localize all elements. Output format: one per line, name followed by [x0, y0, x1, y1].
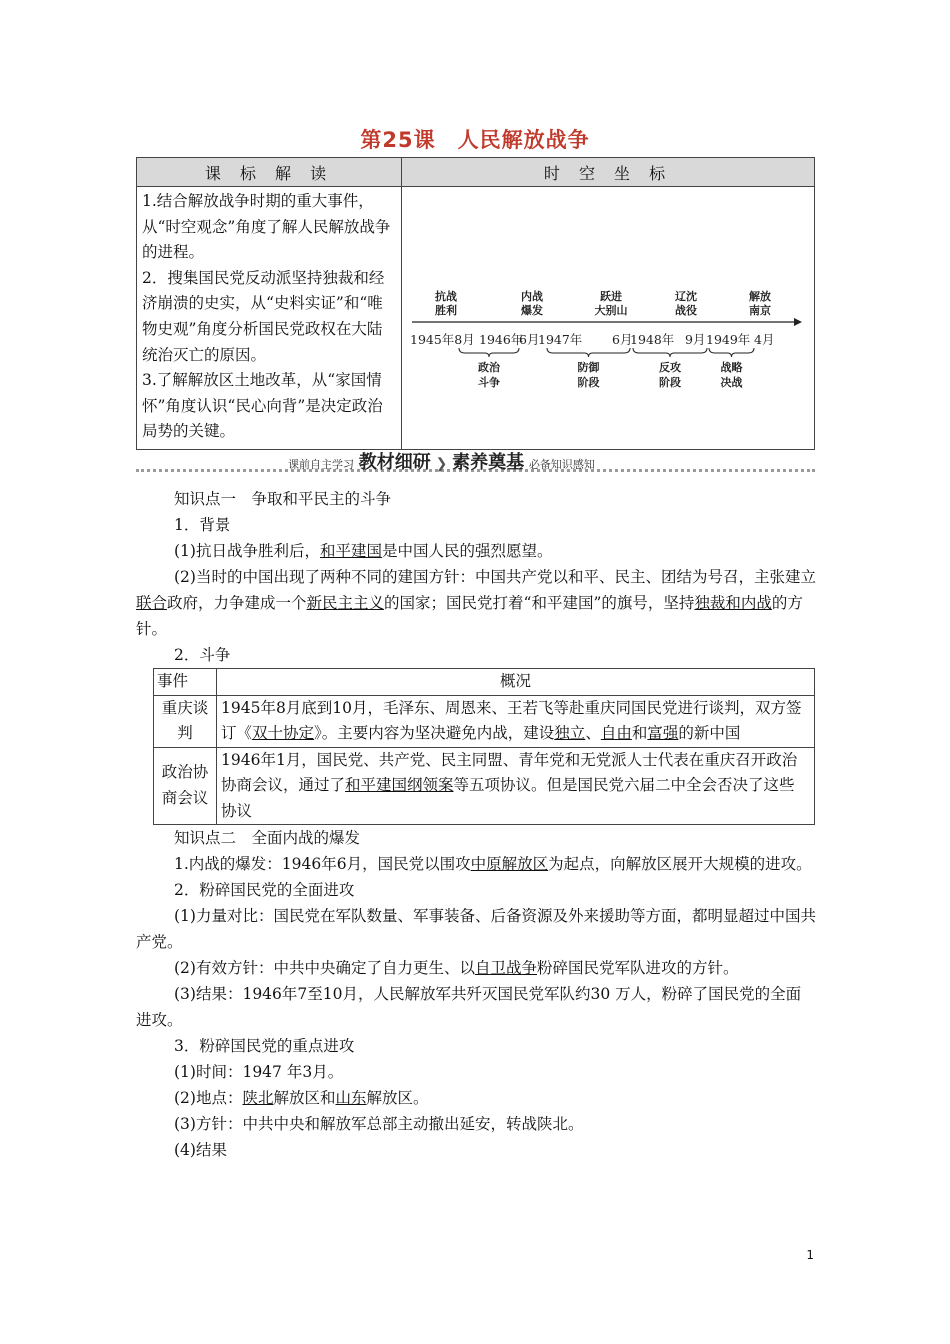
timeline-phase-label: 斗争: [478, 376, 500, 389]
timeline-date-label: 9月: [685, 332, 706, 347]
key-term: 自由: [600, 724, 632, 742]
timeline-diagram: [402, 187, 812, 438]
timeline-date-label: 1947年: [538, 332, 583, 347]
paragraph: (2)有效方针：中共中央确定了自力更生、以自卫战争粉碎国民党军队进攻的方针。: [174, 959, 739, 977]
banner-chevron-icon: ❯: [435, 456, 448, 472]
banner-title-2: 素养奠基: [452, 452, 525, 473]
timeline-event-label: 胜利: [435, 304, 457, 317]
struggle-table: [153, 668, 815, 825]
paragraph: (3)结果：1946年7至10月，人民解放军共歼灭国民党军队约30 万人，粉碎了国民党的全面进攻。: [136, 985, 802, 1029]
timeline-event-label: 战役: [675, 304, 697, 317]
timeline-event-label: 跃进: [600, 290, 622, 303]
key-term: 和平建国纲领案: [345, 776, 454, 794]
timeline-event-label: 南京: [749, 304, 771, 317]
timeline-phase-label: 政治: [478, 361, 500, 374]
timeline-date-label: 6月: [519, 332, 540, 347]
key-term: 新民主主义: [306, 594, 385, 612]
event-name: 重庆谈判: [154, 695, 217, 747]
key-term: 富强: [647, 724, 679, 742]
timeline-brace: [633, 348, 707, 357]
overview-table: [136, 157, 815, 450]
timeline-date-label: 6月: [612, 332, 633, 347]
key-term: 独裁和内战: [694, 594, 772, 612]
lesson-title: 第25课 人民解放战争: [360, 128, 590, 152]
event-overview: 1946年1月，国民党、共产党、民主同盟、青年党和无党派人士代表在重庆召开政治协商会议，通过了和平建国纲领案等五项协议。但是国民党六届二中全会否决了这些协议: [217, 747, 815, 825]
banner-right-label: 必备知识感知: [528, 458, 595, 471]
table-header-overview: 概况: [217, 669, 815, 696]
main-content: [136, 486, 816, 1163]
table-row: [154, 695, 815, 747]
timeline-event-label: 抗战: [435, 290, 457, 303]
reading-item: 3.了解解放区土地改革，从“家国情怀”角度认识“民心向背”是决定政治局势的关键。: [142, 371, 383, 441]
banner-left-label: 课前自主学习: [288, 458, 354, 471]
key-term: 双十协定: [252, 724, 315, 742]
timeline-phase-label: 防御: [577, 361, 600, 374]
paragraph: 1.内战的爆发：1946年6月，国民党以围攻中原解放区为起点，向解放区展开大规模的进攻。: [174, 855, 812, 873]
subheading: 2．斗争: [174, 646, 231, 664]
subheading: 2．粉碎国民党的全面进攻: [174, 881, 355, 899]
timeline-cell: [402, 187, 815, 450]
key-term: 联合: [136, 594, 168, 612]
key-term: 陕北: [242, 1089, 274, 1107]
timeline-phase-label: 战略: [720, 361, 743, 374]
timeline-date-label: 4月: [754, 332, 775, 347]
event-name: 政治协商会议: [154, 747, 217, 825]
timeline-event-label: 爆发: [521, 304, 543, 317]
table-header-event: 事件: [154, 669, 217, 696]
key-term: 山东: [335, 1089, 367, 1107]
subheading: 3．粉碎国民党的重点进攻: [174, 1037, 355, 1055]
timeline-phase-label: 反攻: [659, 361, 681, 374]
paragraph: (1)力量对比：国民党在军队数量、军事装备、后备资源及外来援助等方面，都明显超过中国共产党。: [136, 907, 816, 951]
event-overview: 1945年8月底到10月，毛泽东、周恩来、王若飞等赴重庆同国民党进行谈判，双方签订《双十协定》。主要内容为坚决避免内战，建设独立、自由和富强的新中国: [217, 695, 815, 747]
key-term: 独立: [554, 724, 586, 742]
header-timeline: 时 空 坐 标: [402, 158, 815, 187]
banner-title-1: 教材细研: [358, 452, 431, 473]
timeline-date-label: 1946年: [479, 332, 524, 347]
timeline-phase-label: 决战: [720, 376, 743, 389]
key-term: 自卫战争: [474, 959, 537, 977]
key-term: 中原解放区: [470, 855, 549, 873]
timeline-arrow: [794, 318, 802, 326]
timeline-brace: [709, 348, 754, 357]
paragraph: (2)地点：陕北解放区和山东解放区。: [174, 1089, 429, 1107]
section-heading: 知识点二 全面内战的爆发: [174, 829, 361, 847]
table-row: [154, 747, 815, 825]
timeline-event-label: 解放: [749, 290, 771, 303]
timeline-date-label: 1949年: [706, 332, 751, 347]
subheading: 1．背景: [174, 516, 231, 534]
timeline-event-label: 内战: [521, 290, 543, 303]
timeline-phase-label: 阶段: [577, 376, 600, 389]
key-term: 和平建国: [319, 542, 382, 560]
paragraph: (1)抗日战争胜利后，和平建国是中国人民的强烈愿望。: [174, 542, 553, 560]
paragraph: (2)当时的中国出现了两种不同的建国方针：中国共产党以和平、民主、团结为号召，主张建立联合政府，力争建成一个新民主主义的国家；国民党打着“和平建国”的旗号，坚持独裁和内战的方针。: [136, 568, 816, 638]
paragraph: (1)时间：1947 年3月。: [174, 1063, 344, 1081]
timeline-date-label: 1948年: [630, 332, 675, 347]
standard-reading: [137, 187, 402, 450]
timeline-phase-label: 阶段: [659, 376, 681, 389]
section-heading: 知识点一 争取和平民主的斗争: [174, 490, 392, 508]
paragraph: (4)结果: [174, 1141, 227, 1159]
section-banner: [136, 448, 815, 472]
timeline-event-label: 大别山: [594, 304, 628, 317]
reading-item: 2．搜集国民党反动派坚持独裁和经济崩溃的史实，从“史料实证”和“唯物史观”角度分析国民党政权在大陆统治灭亡的原因。: [142, 268, 385, 364]
reading-item: 1.结合解放战争时期的重大事件，从“时空观念”角度了解人民解放战争的进程。: [142, 192, 391, 262]
timeline-brace: [547, 348, 630, 357]
header-reading: 课 标 解 读: [137, 158, 402, 187]
page-number: 1: [806, 1248, 814, 1262]
paragraph: (3)方针：中共中央和解放军总部主动撤出延安，转战陕北。: [174, 1115, 584, 1133]
timeline-date-label: 1945年8月: [410, 332, 475, 347]
timeline-event-label: 辽沈: [675, 290, 697, 303]
timeline-brace: [459, 348, 519, 357]
